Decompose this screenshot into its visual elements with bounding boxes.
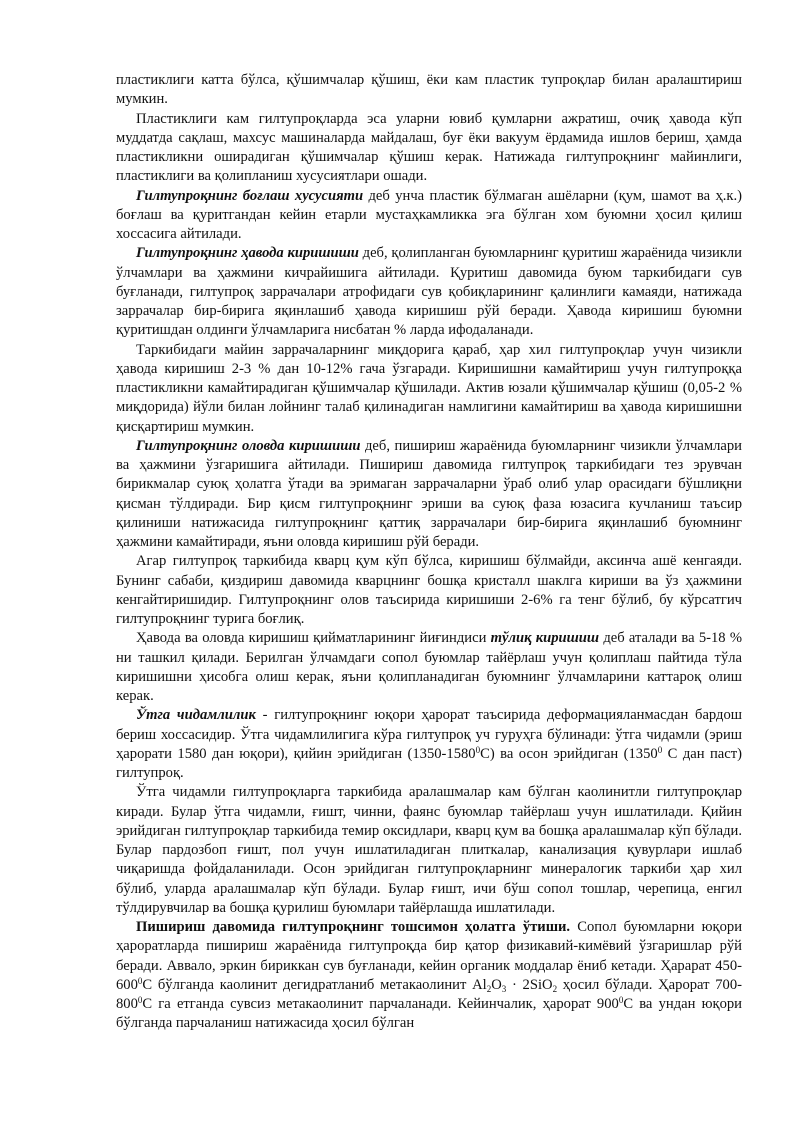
paragraph-plasticity-continued: пластиклиги катта бўлса, қўшимчалар қўшиш, ёки кам пластик тупроқлар билан аралаштириш мумкин. (116, 72, 742, 108)
paragraph-total-shrinkage: Ҳавода ва оловда киришиш қийматларининг йиғиндиси тўлиқ киришиш деб аталади ва 5-18 % ни ташкил қилади. Берилган ўлчамдаги сопол буюмлар тайёрлаш учун қолиплаш пайтида тўла киришишни ҳисобга олиш керак, яъни қолипланадиган буюмнинг ўлчамларини каттароқ олиш керак. (116, 630, 742, 704)
term-air-shrinkage: Гилтупроқнинг ҳавода киришиши (136, 245, 359, 262)
term-binding-property: Гилтупроқнинг боғлаш хусусияти (136, 187, 364, 204)
term-fire-resistance: Ўтга чидамлилик (136, 707, 256, 724)
paragraph-air-shrinkage: Гилтупроқнинг ҳавода киришиши деб, қолипланган буюмларнинг қуритиш жараёнида чизикли ўлчамлари ва ҳажмини кичрайишига айтилади. Қуритиш давомида буюм таркибидаги сув буғланади, гилтупроқ заррачалари атрофидаги сув қобиқларининг қалинлиги камаяди, натижада заррачалар бир-бирига яқинлашиб ҳавода киришиш рўй беради. Ҳавода киришиш буюмни қуритишдан олдинги ўлчамларига нисбатан % ларда ифодаланади. (116, 245, 742, 339)
paragraph-low-plasticity: Пластиклиги кам гилтупроқларда эса уларни ювиб қумларни ажратиш, очиқ ҳавода кўп муддатда сақлаш, махсус машиналарда майдалаш, буғ ёки вакуум ёрдамида ишлов бериш, ҳамда пластикликни оширадиган қўшимчалар қўшиш керак. Натижада гилтупроқнинг майинлиги, пластиклиги ва қолипланиш хусусиятлари ошади. (116, 110, 742, 185)
paragraph-fire-shrinkage: Гилтупроқнинг оловда киришиши деб, пишириш жараёнида буюмларнинг чизикли ўлчамлари ва ҳажмини ўзгаришига айтилади. Пишириш давомида гилтупроқ таркибидаги тез эрувчан бирикмалар суюқ ҳолатга ўтади ва эримаган заррачаларни ўраб олиб улар орасидаги бўшлиқни қисман тўлдиради. Бир қисм гилтупроқнинг эриши ва суюқ фаза юзасига кучланиш таъсир қилиниши натижасида гилтупроқнинг қаттиқ заррачалари бир-бирига яқинлашиб буюмнинг ҳажмини камайтиради, яъни оловда киришиш рўй беради. (116, 437, 742, 550)
paragraph-shrinkage-reduction: Таркибидаги майин заррачаларнинг миқдорига қараб, ҳар хил гилтупроқлар учун чизикли ҳавода киришиш 2-3 % дан 10-12% гача ўзгаради. Киришишни камайтириш учун гилтупроққа пластикликни камайтирадиган қўшимчалар қўшилади. Актив юзали қўшимчалар қўшиш (0,05-2 % миқдорида) йўли билан лойнинг талаб қилинадиган намлигини камайтириш ва ҳавода киришишни қисқартириш мумкин. (116, 341, 742, 435)
paragraph-firing-transformation: Пишириш давомида гилтупроқнинг тошсимон ҳолатга ўтиши. Сопол буюмларни юқори ҳароратларда пишириш жараёнида гилтупроқда бир қатор физикавий-кимёвий ўзгаришлар рўй беради. Аввало, эркин бириккан сув буғланади, кейин органик моддалар ёниб кетади. Ҳарарат $450-600^0С$ бўлганда каолинит дегидратланиб метакаолинит $Al_2O_3 \cdot 2SiO_2$ ҳосил бўлади. Ҳарорат $700-800^0С$ га етганда сувсиз метакаолинит парчаланади. Кейинчалик, ҳарорат $900^0С$ ва ундан юқори бўлганда парчаланиш натижасида ҳосил бўлган (116, 919, 743, 1032)
term-fire-shrinkage: Гилтупроқнинг оловда киришиши (136, 437, 361, 454)
paragraph-clay-types: Ўтга чидамли гилтупроқларга таркибида аралашмалар кам бўлган каолинитли гилтупроқлар киради. Булар ўтга чидамли, ғишт, чинни, фаянс буюмлар тайёрлаш учун ишлатилади. Қийин эрийдиган гилтупроқлар таркибида темир оксидлари, кварц қум ва бошқа аралашмалар кўп бўлади. Булар пардозбоп ғишт, пол учун ишлатиладиган плиткалар, канализация қувурлари ишлаб чиқаришда фойдаланилади. Осон эрийдиган гилтупроқларнинг минералогик таркиби ҳар хил бўлиб, уларда аралашмалар кўп бўлади. Булар ғишт, ичи бўш сопол тошлар, черепица, енгил тўлдирувчилар ва бошқа қурилиш буюмлари тайёрлашда ишлатилади. (116, 784, 742, 916)
paragraph-quartz-expansion: Агар гилтупроқ таркибида кварц қум кўп бўлса, киришиш бўлмайди, аксинча ашё кенгаяди. Бунинг сабаби, қиздириш давомида кварцнинг бошқа кристалл шаклга кириши ва ўз ҳажмини кенгайтиришидир. Гилтупроқнинг олов таъсирида киришиши 2-6% га тенг бўлиб, бу кўрсатгич гилтупроқнинг турига боғлиқ. (116, 553, 742, 627)
paragraph-fire-resistance: Ўтга чидамлилик - гилтупроқнинг юқори ҳарорат таъсирида деформацияланмасдан бардош бериш хоссасидир. Ўтга чидамлилигига кўра гилтупроқ уч гуруҳга бўлинади: ўтга чидамли (эриш ҳарорати 1580 дан юқори), қийин эрийдиган (1350-1580$^0$С) ва осон эрийдиган (1350$^0$ С дан паст) гилтупроқ. (116, 707, 743, 781)
heading-firing-transformation: Пишириш давомида гилтупроқнинг тошсимон ҳолатга ўтиши. (136, 919, 571, 935)
formula-metakaolinite: $Al_2O_3 \cdot 2SiO_2$ (472, 976, 558, 994)
paragraph-binding-property: Гилтупроқнинг боғлаш хусусияти деб унча пластик бўлмаган ашёларни (қум, шамот ва ҳ.к.) боғлаш ва қуритгандан кейин етарли мустаҳкамликка эга бўлган хом буюмни ҳосил қилиш хоссасига айтилади. (116, 187, 742, 242)
term-total-shrinkage: тўлиқ киришиш (490, 630, 600, 647)
body-text (116, 71, 742, 1034)
